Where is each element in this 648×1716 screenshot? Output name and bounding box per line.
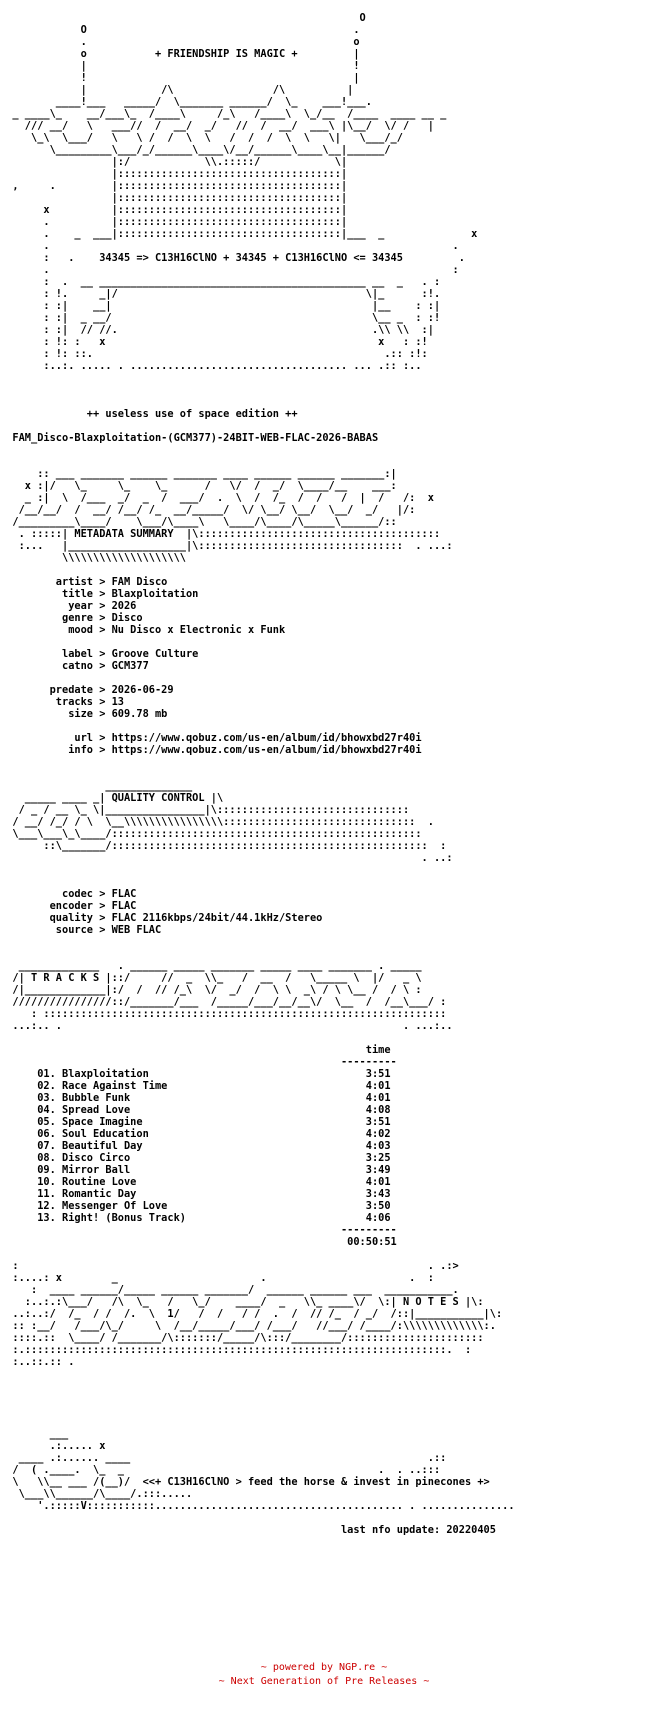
nfo-line	[0, 672, 648, 684]
nfo-line: source > WEB FLAC	[0, 924, 162, 936]
nfo-line	[0, 756, 648, 768]
nfo-line: . .	[0, 240, 459, 252]
nfo-line: / _ / __ \_ \|________________|\:::::::::::::::::::::::::::::::	[0, 804, 410, 816]
nfo-line: last nfo update: 20220405	[0, 1524, 496, 1536]
nfo-line: ::::.:: \____/ /_______/\:::::::/_____/\:::/________/::::::::::::::::::::::	[0, 1332, 484, 1344]
nfo-line	[0, 1512, 648, 1524]
nfo-line: /__/__/ / __/ /__/ /_ __/_____/ \/ \__/ \__/ \__/ _/ |/:	[0, 504, 416, 516]
nfo-line: quality > FLAC 2116kbps/24bit/44.1kHz/Stereo	[0, 912, 323, 924]
nfo-line: time	[0, 1044, 391, 1056]
nfo-line: | /\ /\ |	[0, 84, 354, 96]
nfo-line: 10. Routine Love 4:01	[0, 1176, 391, 1188]
nfo-line: /// __/ \ ___// / __/ _/ // / __/ ___\ |\__/ \/ / |	[0, 120, 434, 132]
nfo-line: : :| _ __/ \__ _ : :!	[0, 312, 441, 324]
nfo-line: . ..:	[0, 852, 453, 864]
nfo-line	[0, 876, 648, 888]
nfo-line: O	[0, 12, 366, 24]
nfo-line: .:..... x	[0, 1440, 106, 1452]
nfo-line	[0, 768, 648, 780]
nfo-line: size > 609.78 mb	[0, 708, 168, 720]
powered-by-line: ~ powered by NGP.re ~	[260, 1662, 388, 1673]
nfo-line: ____ .:...... ____ .::	[0, 1452, 447, 1464]
nfo-line: \_________\___/_/______\____\/__/______\____\__|______/	[0, 144, 391, 156]
nfo-line: :... |___________________|\::::::::::::::::::::::::::::::::: . ...:	[0, 540, 453, 552]
nfo-line	[0, 564, 648, 576]
nfo-line: \\\\\\\\\\\\\\\\\\\\	[0, 552, 186, 564]
nfo-line	[0, 1392, 648, 1404]
nfo-line	[0, 1032, 648, 1044]
nfo-line: : :| __| |__ : :|	[0, 300, 441, 312]
nfo-line: codec > FLAC	[0, 888, 137, 900]
nfo-line	[0, 936, 648, 948]
nfo-line: /|_____________|:/ / // /_\ \/ _/ / \ \ _\ / \ \__ / / \ :	[0, 984, 422, 996]
nfo-line: . |::::::::::::::::::::::::::::::::::::|	[0, 216, 348, 228]
nfo-line: :..:. ..... . ................................... ... .:: :..	[0, 360, 422, 372]
nfo-line: :: ___ _______ ______ _______ ____ ______ ______ _______:|	[0, 468, 397, 480]
nfo-line	[0, 1380, 648, 1392]
tagline: ~ Next Generation of Pre Releases ~	[218, 1676, 430, 1687]
nfo-line: 02. Race Against Time 4:01	[0, 1080, 391, 1092]
nfo-line: ---------	[0, 1056, 397, 1068]
nfo-line: 07. Beautiful Day 4:03	[0, 1140, 391, 1152]
nfo-line: \___\\______/\____/.:::.....	[0, 1488, 193, 1500]
nfo-line: url > https://www.qobuz.com/us-en/album/id/bhowxbd27r40i	[0, 732, 422, 744]
nfo-line: :: :__/ /___/\_/ \ /__/_____/___/ /___/ //___/ /____/:\\\\\\\\\\\\\:.	[0, 1320, 496, 1332]
nfo-line	[0, 456, 648, 468]
nfo-line	[0, 1248, 648, 1260]
nfo-line: \_\ \___/ \ \ / / \ \ / / / \ \ \| \___/_/	[0, 132, 403, 144]
nfo-line: : . __ ___________________________________________ __ _ . :	[0, 276, 441, 288]
nfo-line: 06. Soul Education 4:02	[0, 1128, 391, 1140]
nfo-line: x :|/ \_ \_ \_ / \/ / _/ \____/__ ___:	[0, 480, 397, 492]
nfo-line: genre > Disco	[0, 612, 143, 624]
nfo-line: predate > 2026-06-29	[0, 684, 174, 696]
nfo-line: \ \\__ ___ /(__)/ <<+ C13H16ClNO > feed the horse & invest in pinecones +>	[0, 1476, 490, 1488]
nfo-line: x |::::::::::::::::::::::::::::::::::::|	[0, 204, 348, 216]
nfo-line: |:/ \\.:::::/ \|	[0, 156, 348, 168]
nfo-line: \___\___\_\____/::::::::::::::::::::::::::::::::::::::::::::::::::	[0, 828, 422, 840]
nfo-line: 13. Right! (Bonus Track) 4:06	[0, 1212, 391, 1224]
nfo-line: ! |	[0, 72, 360, 84]
nfo-line: 01. Blaxploitation 3:51	[0, 1068, 391, 1080]
nfo-line: title > Blaxploitation	[0, 588, 199, 600]
nfo-line: . _ ___|::::::::::::::::::::::::::::::::::::|___ _ x	[0, 228, 478, 240]
nfo-line	[0, 1368, 648, 1380]
nfo-line	[0, 1416, 648, 1428]
nfo-line: : ____ ______/_____ ______ _______/ ______ ______ ___ ___________.	[0, 1284, 459, 1296]
nfo-line: 03. Bubble Funk 4:01	[0, 1092, 391, 1104]
nfo-line: mood > Nu Disco x Electronic x Funk	[0, 624, 286, 636]
nfo-line: :....: x _ . . :	[0, 1272, 434, 1284]
nfo-line: _ :| \ /___ _/ _ / ___/ . \ / /_ / / / | / /: x	[0, 492, 434, 504]
nfo-line: 08. Disco Circo 3:25	[0, 1152, 391, 1164]
nfo-line: : . .:>	[0, 1260, 459, 1272]
nfo-line	[0, 384, 648, 396]
nfo-line: , . |::::::::::::::::::::::::::::::::::::|	[0, 180, 348, 192]
nfo-line: : !: : x x : :!	[0, 336, 428, 348]
nfo-line: ---------	[0, 1224, 397, 1236]
nfo-line: _ ____\_ __/___\_ /____\ /_\ /____\ \_/__ /____ ____ __ _	[0, 108, 447, 120]
nfo-line: ...:.. . . ...:..	[0, 1020, 453, 1032]
nfo-line: :..::.:: .	[0, 1356, 75, 1368]
nfo-line	[0, 444, 648, 456]
nfo-line: |::::::::::::::::::::::::::::::::::::|	[0, 192, 348, 204]
nfo-line: ___	[0, 1428, 69, 1440]
nfo-line: . :	[0, 264, 459, 276]
nfo-line	[0, 0, 648, 12]
nfo-line: ______________	[0, 780, 193, 792]
nfo-line	[0, 948, 648, 960]
nfo-line: tracks > 13	[0, 696, 124, 708]
nfo-line: / ( .____. \_ _ . . ..:::	[0, 1464, 441, 1476]
nfo-line: 05. Space Imagine 3:51	[0, 1116, 391, 1128]
nfo-line: :.::::::::::::::::::::::::::::::::::::::::::::::::::::::::::::::::::::. :	[0, 1344, 472, 1356]
nfo-line: /_________\____/ \___/\____\ \____/\____/\_____\______/::	[0, 516, 397, 528]
nfo-line: /| T R A C K S |::/ // _ \\_ / __ / \_____ \ |/ _ \	[0, 972, 422, 984]
nfo-line: . o	[0, 36, 360, 48]
nfo-line: year > 2026	[0, 600, 137, 612]
nfo-line: ..:..:/ /_ / / /. \ 1/ / / / / . / // /_ / _/ /::|___________|\:	[0, 1308, 503, 1320]
nfo-line: ////////////////::/_______/___ /_____/___/__/__\/ \__ / /__\___/ :	[0, 996, 447, 1008]
nfo-line: 00:50:51	[0, 1236, 397, 1248]
nfo-line: catno > GCM377	[0, 660, 149, 672]
nfo-line: : :| // //. .\\ \\ :|	[0, 324, 434, 336]
nfo-line: : !: ::. .:: :!:	[0, 348, 428, 360]
nfo-line: |::::::::::::::::::::::::::::::::::::|	[0, 168, 348, 180]
nfo-line: _____ ____ _| QUALITY CONTROL |\	[0, 792, 224, 804]
nfo-line: 12. Messenger Of Love 3:50	[0, 1200, 391, 1212]
nfo-line: . :::::| METADATA SUMMARY |\:::::::::::::::::::::::::::::::::::::::	[0, 528, 441, 540]
nfo-line: o + FRIENDSHIP IS MAGIC + |	[0, 48, 360, 60]
nfo-line: '.:::::V:::::::::::........................................ . ...............	[0, 1500, 515, 1512]
nfo-line: _____________ . ______ _____ _______ _____ ____ _______ . _____	[0, 960, 422, 972]
nfo-line	[0, 864, 648, 876]
nfo-line: info > https://www.qobuz.com/us-en/album/id/bhowxbd27r40i	[0, 744, 422, 756]
nfo-line: O .	[0, 24, 360, 36]
nfo-line	[0, 396, 648, 408]
nfo-line: ::\_______/::::::::::::::::::::::::::::::::::::::::::::::::::: :	[0, 840, 447, 852]
nfo-line: : :::::::::::::::::::::::::::::::::::::::::::::::::::::::::::::::::	[0, 1008, 447, 1020]
nfo-line: ____!___ _____/ \_______ ______/ \_ ___!___.	[0, 96, 372, 108]
nfo-line: artist > FAM Disco	[0, 576, 168, 588]
nfo-line: ++ useless use of space edition ++	[0, 408, 298, 420]
nfo-line: : . 34345 => C13H16ClNO + 34345 + C13H16ClNO <= 34345 .	[0, 252, 465, 264]
nfo-line: : !. _|/ \|_ :!.	[0, 288, 441, 300]
nfo-line: 09. Mirror Ball 3:49	[0, 1164, 391, 1176]
nfo-line	[0, 1404, 648, 1416]
nfo-line: 11. Romantic Day 3:43	[0, 1188, 391, 1200]
nfo-line	[0, 636, 648, 648]
nfo-line: 04. Spread Love 4:08	[0, 1104, 391, 1116]
nfo-line: :..:.:\___/ /\ \_ / \_/ ____/ _ \\_ ____\/ \:| N O T E S |\:	[0, 1296, 484, 1308]
nfo-line	[0, 720, 648, 732]
nfo-line	[0, 420, 648, 432]
nfo-line: label > Groove Culture	[0, 648, 199, 660]
nfo-line: / __/ /_/ / \ \__\\\\\\\\\\\\\\\\::::::::::::::::::::::::::::::: .	[0, 816, 434, 828]
nfo-line: FAM_Disco-Blaxploitation-(GCM377)-24BIT-WEB-FLAC-2026-BABAS	[0, 432, 379, 444]
nfo-line	[0, 372, 648, 384]
nfo-line: encoder > FLAC	[0, 900, 137, 912]
nfo-line: | !	[0, 60, 360, 72]
